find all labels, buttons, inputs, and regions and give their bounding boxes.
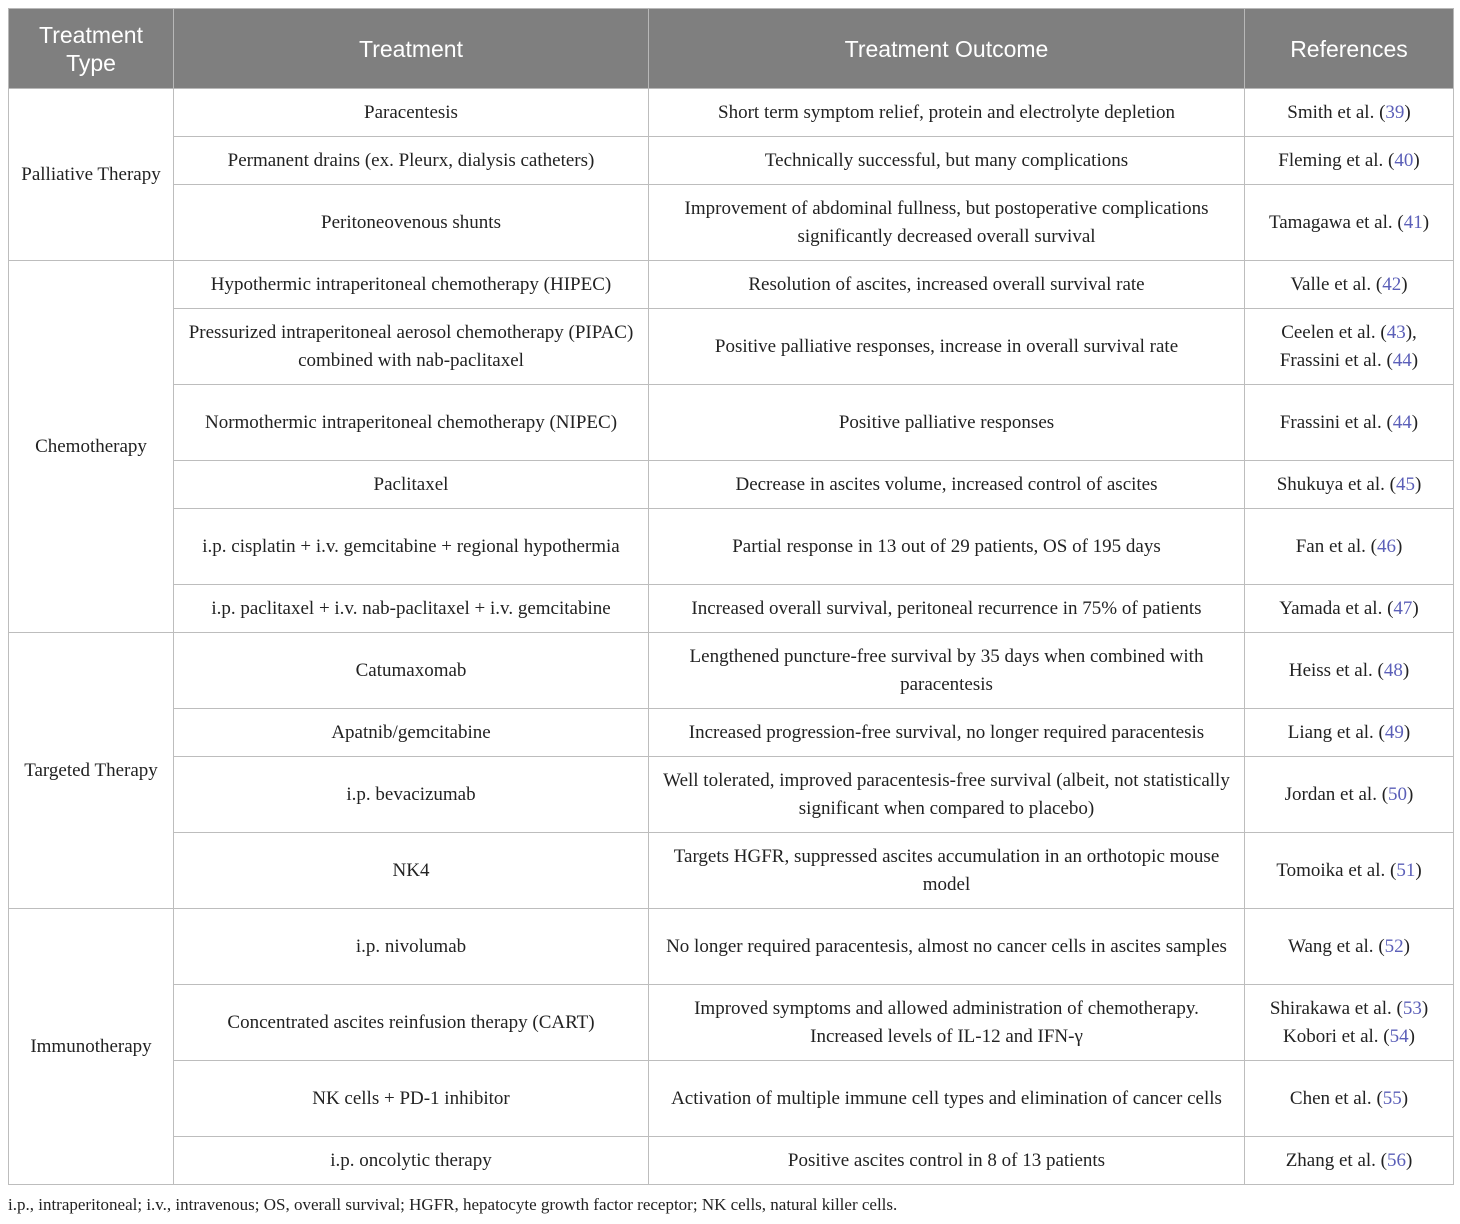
outcome-cell: Positive ascites control in 8 of 13 patients [649, 1137, 1245, 1185]
references-cell [1245, 709, 1454, 757]
treatment-type-cell: Targeted Therapy [9, 633, 174, 909]
table-row [9, 89, 1454, 137]
reference-author: Tomoika et al. [1276, 859, 1386, 881]
header-treatment-type: Treatment Type [9, 9, 174, 89]
reference-link[interactable]: 51 [1396, 859, 1416, 881]
references-cell [1245, 137, 1454, 185]
reference-author: Yamada et al. [1279, 597, 1383, 619]
reference-link[interactable]: 52 [1384, 935, 1404, 957]
reference-author: Zhang et al. [1285, 1149, 1376, 1171]
outcome-cell: Targets HGFR, suppressed ascites accumulation in an orthotopic mouse model [649, 833, 1245, 909]
table-row [9, 985, 1454, 1061]
reference-entry: Shukuya et al. (45) [1276, 473, 1422, 495]
treatment-cell: i.p. oncolytic therapy [174, 1137, 649, 1185]
reference-link[interactable]: 49 [1384, 721, 1404, 743]
table-row [9, 385, 1454, 461]
reference-link[interactable]: 50 [1388, 783, 1408, 805]
table-row [9, 461, 1454, 509]
reference-author: Liang et al. [1287, 721, 1374, 743]
table-row [9, 909, 1454, 985]
outcome-cell: Lengthened puncture-free survival by 35 days when combined with paracentesis [649, 633, 1245, 709]
reference-entry: Valle et al. (42) [1290, 273, 1408, 295]
reference-entry: Frassini et al. (44) [1279, 349, 1419, 371]
treatment-cell: Normothermic intraperitoneal chemotherapy (NIPEC) [174, 385, 649, 461]
reference-entry: Heiss et al. (48) [1288, 659, 1410, 681]
reference-link[interactable]: 44 [1392, 411, 1412, 433]
reference-link[interactable]: 42 [1382, 273, 1402, 295]
treatment-cell: Peritoneovenous shunts [174, 185, 649, 261]
references-cell [1245, 833, 1454, 909]
references-cell [1245, 509, 1454, 585]
treatment-cell: Catumaxomab [174, 633, 649, 709]
reference-link[interactable]: 41 [1403, 211, 1423, 233]
reference-author: Valle et al. [1290, 273, 1372, 295]
table-row [9, 185, 1454, 261]
treatment-table [8, 8, 1454, 1185]
treatment-cell: i.p. cisplatin + i.v. gemcitabine + regional hypothermia [174, 509, 649, 585]
reference-entry: Fan et al. (46) [1295, 535, 1403, 557]
outcome-cell: Decrease in ascites volume, increased control of ascites [649, 461, 1245, 509]
outcome-cell: No longer required paracentesis, almost no cancer cells in ascites samples [649, 909, 1245, 985]
outcome-cell: Improved symptoms and allowed administration of chemotherapy. Increased levels of IL-12 and IFN-γ [649, 985, 1245, 1061]
reference-entry: Fleming et al. (40) [1278, 149, 1420, 171]
treatment-type-cell: Immunotherapy [9, 909, 174, 1185]
reference-author: Fan et al. [1295, 535, 1366, 557]
table-row [9, 585, 1454, 633]
reference-entry: Kobori et al. (54) [1283, 1025, 1415, 1047]
reference-entry: Chen et al. (55) [1289, 1087, 1409, 1109]
references-cell [1245, 1137, 1454, 1185]
references-cell [1245, 461, 1454, 509]
header-row [9, 9, 1454, 89]
table-row [9, 633, 1454, 709]
outcome-cell: Activation of multiple immune cell types and elimination of cancer cells [649, 1061, 1245, 1137]
outcome-cell: Increased progression-free survival, no longer required paracentesis [649, 709, 1245, 757]
reference-author: Frassini et al. [1279, 411, 1382, 433]
treatment-type-cell: Chemotherapy [9, 261, 174, 633]
table-row [9, 1137, 1454, 1185]
reference-link[interactable]: 46 [1376, 535, 1396, 557]
treatment-cell: Paclitaxel [174, 461, 649, 509]
reference-entry: Smith et al. (39) [1287, 101, 1411, 123]
references-cell [1245, 985, 1454, 1061]
outcome-cell: Improvement of abdominal fullness, but postoperative complications significantly decreased overall survival [649, 185, 1245, 261]
references-cell [1245, 185, 1454, 261]
reference-link[interactable]: 39 [1385, 101, 1405, 123]
reference-separator: , [1412, 321, 1417, 343]
treatment-cell: Concentrated ascites reinfusion therapy (CART) [174, 985, 649, 1061]
treatment-cell: NK4 [174, 833, 649, 909]
table-row [9, 833, 1454, 909]
reference-author: Smith et al. [1287, 101, 1375, 123]
references-cell [1245, 585, 1454, 633]
reference-author: Ceelen et al. [1281, 321, 1376, 343]
reference-author: Fleming et al. [1278, 149, 1384, 171]
table-row [9, 757, 1454, 833]
outcome-cell: Well tolerated, improved paracentesis-free survival (albeit, not statistically significant when compared to placebo) [649, 757, 1245, 833]
reference-link[interactable]: 40 [1394, 149, 1414, 171]
reference-author: Shirakawa et al. [1269, 997, 1392, 1019]
table-footnote: i.p., intraperitoneal; i.v., intravenous; OS, overall survival; HGFR, hepatocyte growth factor receptor; NK cells, natural killer cells. [8, 1195, 898, 1214]
reference-author: Shukuya et al. [1276, 473, 1385, 495]
reference-entry: Tamagawa et al. (41) [1268, 211, 1430, 233]
reference-entry: Zhang et al. (56) [1285, 1149, 1413, 1171]
treatment-cell: i.p. paclitaxel + i.v. nab-paclitaxel + i.v. gemcitabine [174, 585, 649, 633]
reference-link[interactable]: 48 [1383, 659, 1403, 681]
reference-link[interactable]: 47 [1393, 597, 1413, 619]
reference-entry: Tomoika et al. (51) [1276, 859, 1422, 881]
reference-entry: Ceelen et al. (43), [1281, 321, 1417, 343]
reference-author: Wang et al. [1288, 935, 1374, 957]
treatment-cell: Apatnib/gemcitabine [174, 709, 649, 757]
table-row [9, 509, 1454, 585]
reference-author: Heiss et al. [1288, 659, 1373, 681]
references-cell [1245, 909, 1454, 985]
reference-link[interactable]: 55 [1382, 1087, 1402, 1109]
outcome-cell: Increased overall survival, peritoneal recurrence in 75% of patients [649, 585, 1245, 633]
table-row [9, 261, 1454, 309]
references-cell [1245, 309, 1454, 385]
treatment-cell: NK cells + PD-1 inhibitor [174, 1061, 649, 1137]
table-body [9, 89, 1454, 1185]
table-row [9, 709, 1454, 757]
reference-link[interactable]: 44 [1392, 349, 1412, 371]
reference-author: Tamagawa et al. [1268, 211, 1393, 233]
reference-author: Frassini et al. [1279, 349, 1382, 371]
reference-link[interactable]: 53 [1402, 997, 1422, 1019]
references-cell [1245, 261, 1454, 309]
outcome-cell: Positive palliative responses, increase in overall survival rate [649, 309, 1245, 385]
reference-link[interactable]: 45 [1395, 473, 1415, 495]
table-row [9, 137, 1454, 185]
header-treatment-outcome: Treatment Outcome [649, 9, 1245, 89]
reference-entry: Shirakawa et al. (53) [1269, 997, 1429, 1019]
outcome-cell: Positive palliative responses [649, 385, 1245, 461]
reference-entry: Frassini et al. (44) [1279, 411, 1419, 433]
outcome-cell: Resolution of ascites, increased overall survival rate [649, 261, 1245, 309]
treatment-cell: i.p. bevacizumab [174, 757, 649, 833]
reference-entry: Wang et al. (52) [1288, 935, 1410, 957]
references-cell [1245, 757, 1454, 833]
treatment-type-cell: Palliative Therapy [9, 89, 174, 261]
reference-link[interactable]: 56 [1386, 1149, 1406, 1171]
reference-author: Chen et al. [1289, 1087, 1372, 1109]
table-row [9, 1061, 1454, 1137]
reference-entry: Liang et al. (49) [1287, 721, 1411, 743]
header-references: References [1245, 9, 1454, 89]
treatment-cell: Permanent drains (ex. Pleurx, dialysis catheters) [174, 137, 649, 185]
treatment-cell: Pressurized intraperitoneal aerosol chemotherapy (PIPAC) combined with nab-paclitaxel [174, 309, 649, 385]
reference-author: Kobori et al. [1283, 1025, 1379, 1047]
outcome-cell: Technically successful, but many complications [649, 137, 1245, 185]
reference-author: Jordan et al. [1284, 783, 1377, 805]
reference-link[interactable]: 43 [1386, 321, 1406, 343]
header-treatment: Treatment [174, 9, 649, 89]
references-cell [1245, 1061, 1454, 1137]
reference-entry: Jordan et al. (50) [1284, 783, 1414, 805]
treatment-cell: i.p. nivolumab [174, 909, 649, 985]
table-row [9, 309, 1454, 385]
references-cell [1245, 89, 1454, 137]
treatment-cell: Paracentesis [174, 89, 649, 137]
reference-link[interactable]: 54 [1389, 1025, 1409, 1047]
treatment-cell: Hypothermic intraperitoneal chemotherapy (HIPEC) [174, 261, 649, 309]
references-cell [1245, 385, 1454, 461]
outcome-cell: Partial response in 13 out of 29 patients, OS of 195 days [649, 509, 1245, 585]
table-container [8, 8, 1453, 1185]
outcome-cell: Short term symptom relief, protein and electrolyte depletion [649, 89, 1245, 137]
references-cell [1245, 633, 1454, 709]
reference-entry: Yamada et al. (47) [1279, 597, 1419, 619]
